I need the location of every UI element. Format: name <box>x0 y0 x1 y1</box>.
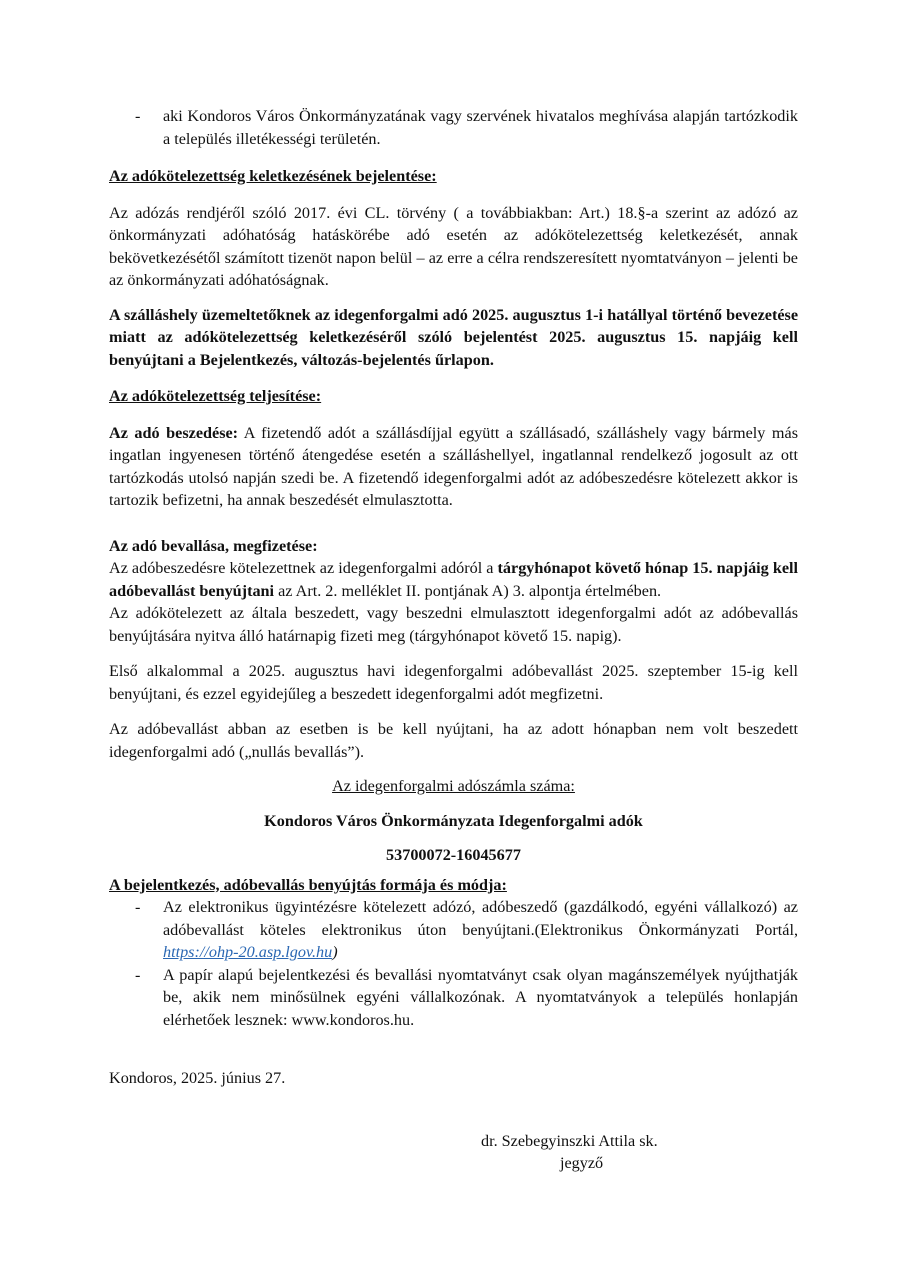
bevallas-pre: Az adóbeszedésre kötelezettnek az idegenforgalmi adóról a <box>109 559 498 577</box>
heading-teljesites: Az adókötelezettség teljesítése: <box>109 387 322 405</box>
paragraph-notice: A szálláshely üzemeltetőknek az idegenforgalmi adó 2025. augusztus 1-i hatállyal történő bevezetése miatt az adókötelezettség keletkezéséről szóló bejelentést 2025. augusztus 15. napjáig kell benyújtani a Bejelentkezés, változás-bejelentés űrlapon. <box>109 305 798 369</box>
account-label <box>109 775 798 798</box>
dash-marker: - <box>135 965 141 984</box>
bevallas-deadline: tárgyhónapot követő hónap 15. napjáig kell adóbevallást benyújtani <box>109 559 799 600</box>
list-item <box>109 105 798 150</box>
paragraph-bevallas-2: Az adókötelezett az általa beszedett, vagy beszedni elmulasztott idegenforgalmi adót az adóbevallás benyújtására nyitva álló határnapig fizeti meg (tárgyhónapot követő 15. napig). <box>109 604 798 645</box>
dash-marker: - <box>135 107 141 125</box>
forma-item2-text: A papír alapú bejelentkezési és bevallási nyomtatványt csak olyan magánszemélyek nyújthatják be, akik nem minősülnek egyéni vállalkozónak. A nyomtatványok a település honlapján elérhetőek lesznek: www.kondoros.hu. <box>163 965 798 1029</box>
dash-marker: - <box>135 898 141 916</box>
forma-item1-text: Az elektronikus ügyintézésre kötelezett adózó, adóbeszedő (gazdálkodó, egyéni vállalkozó) az adóbevallást köteles elektronikus úton benyújtani.(Elektronikus Önkormányzati Portál, <box>163 898 798 939</box>
bevallas-post: az Art. 2. melléklet II. pontjának A) 3. alpontja értelmében. <box>274 581 662 600</box>
list-item <box>109 896 798 964</box>
paragraph-art: Az adózás rendjéről szóló 2017. évi CL. törvény ( a továbbiakban: Art.) 18.§-a szerint az adózó az önkormányzati adóhatóság hatáskörébe adó esetén az adókötelezettség keletkezését, annak bekövetkezésétől számított tizenöt napon belül – az erre a célra rendszeresített nyomtatványon – jelenti be az önkormányzati adóhatóságnak. <box>109 203 798 289</box>
portal-link[interactable]: https://ohp-20.asp.lgov.hu <box>163 943 333 961</box>
intro-bullet-text: aki Kondoros Város Önkormányzatának vagy szervének hivatalos meghívása alapján tartózkodik a település illetékességi területén. <box>163 107 798 148</box>
heading-bevallas: Az adó bevallása, megfizetése: <box>109 536 318 555</box>
paragraph-nullas: Az adóbevallást abban az esetben is be kell nyújtani, ha az adott hónapban nem volt beszedett idegenforgalmi adó („nullás bevallás”). <box>109 720 798 761</box>
forma-item1-close: ) <box>332 943 338 961</box>
account-number: 53700072-16045677 <box>386 846 521 864</box>
heading-forma: A bejelentkezés, adóbevallás benyújtás formája és módja: <box>109 875 507 894</box>
document-page <box>109 105 798 1175</box>
beszedes-label: Az adó beszedése: <box>109 423 239 442</box>
paragraph-beszedes <box>109 422 798 512</box>
account-label-text: Az idegenforgalmi adószámla száma: <box>332 777 575 795</box>
list-item <box>109 964 798 1032</box>
signer-title: jegyző <box>560 1154 604 1172</box>
date-line: Kondoros, 2025. június 27. <box>109 1069 286 1087</box>
heading-bejelentes: Az adókötelezettség keletkezésének bejelentése: <box>109 167 437 185</box>
signer-name: dr. Szebegyinszki Attila sk. <box>481 1131 658 1150</box>
paragraph-bevallas <box>109 557 798 602</box>
beszedes-text: A fizetendő adót a szállásdíjjal együtt a szállásadó, szálláshely vagy bármely más ingatlan ingyenesen történő átengedése esetén a szálláshellyel, ingatlannal rendelkező jogosult az ott tartózkodás utolsó napján szedi be. A fizetendő idegenforgalmi adót az adóbeszedésre kötelezett akkor is tartozik befizetni, ha annak beszedését elmulasztotta. <box>109 423 799 509</box>
paragraph-elso: Első alkalommal a 2025. augusztus havi idegenforgalmi adóbevallást 2025. szeptember 15-ig kell benyújtani, és ezzel egyidejűleg a beszedett idegenforgalmi adót megfizetni. <box>109 662 798 703</box>
account-name: Kondoros Város Önkormányzata Idegenforgalmi adók <box>264 811 643 830</box>
